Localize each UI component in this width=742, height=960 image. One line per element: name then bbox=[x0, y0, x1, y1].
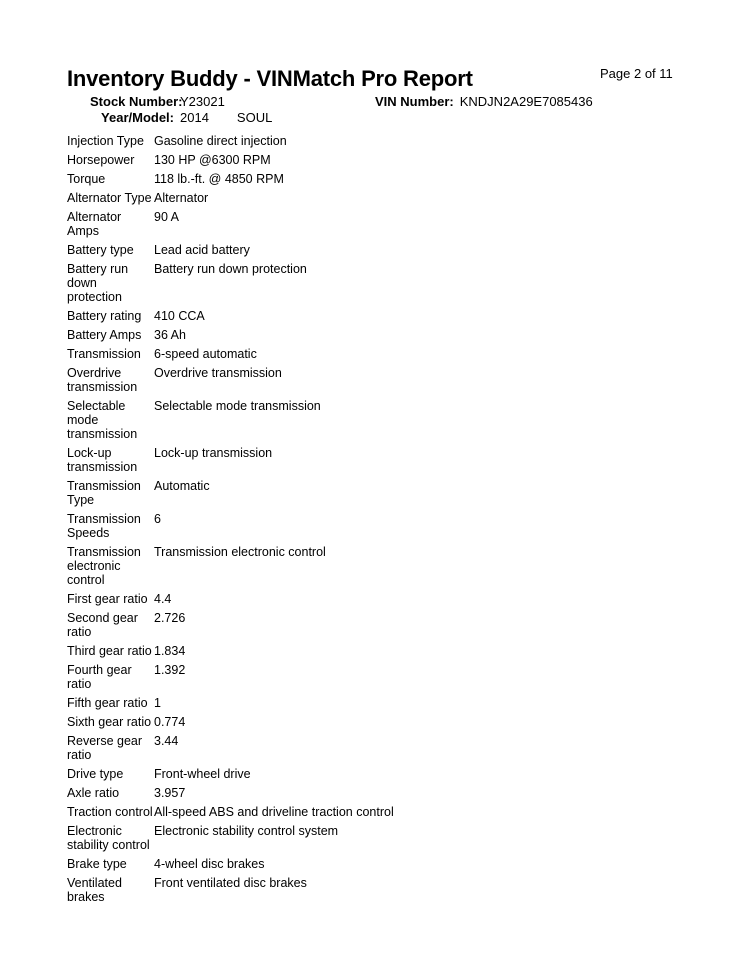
stock-number-row bbox=[90, 94, 225, 109]
vin-number-row bbox=[375, 94, 593, 109]
spec-value: 1.392 bbox=[154, 663, 186, 677]
spec-value: 130 HP @6300 RPM bbox=[154, 153, 271, 167]
spec-value: Lock-up transmission bbox=[154, 446, 273, 460]
spec-value: 4.4 bbox=[154, 592, 172, 606]
stock-number-value: Y23021 bbox=[180, 94, 225, 109]
spec-row bbox=[67, 444, 394, 477]
spec-label: Ventilated brakes bbox=[67, 876, 122, 904]
spec-value: Automatic bbox=[154, 479, 210, 493]
spec-row bbox=[67, 765, 394, 784]
spec-row bbox=[67, 713, 394, 732]
model-value: SOUL bbox=[236, 110, 273, 125]
spec-label: Traction control bbox=[67, 805, 153, 819]
spec-label: Selectable mode transmission bbox=[67, 399, 138, 441]
spec-row bbox=[67, 543, 394, 590]
spec-value: 410 CCA bbox=[154, 309, 205, 323]
spec-label: Battery Amps bbox=[67, 328, 142, 342]
spec-value: 0.774 bbox=[154, 715, 186, 729]
spec-value: Alternator bbox=[154, 191, 209, 205]
spec-row bbox=[67, 855, 394, 874]
spec-row bbox=[67, 874, 394, 907]
spec-row bbox=[67, 260, 394, 307]
spec-row bbox=[67, 609, 394, 642]
spec-row bbox=[67, 694, 394, 713]
spec-value: 6-speed automatic bbox=[154, 347, 257, 361]
spec-label: First gear ratio bbox=[67, 592, 148, 606]
spec-label: Third gear ratio bbox=[67, 644, 152, 658]
spec-value: Lead acid battery bbox=[154, 243, 250, 257]
spec-label: Transmission electronic control bbox=[67, 545, 141, 587]
spec-row bbox=[67, 364, 394, 397]
spec-value: Gasoline direct injection bbox=[154, 134, 287, 148]
spec-value: All-speed ABS and driveline traction control bbox=[154, 805, 394, 819]
vin-number-label: VIN Number: bbox=[375, 94, 454, 109]
spec-value: Overdrive transmission bbox=[154, 366, 282, 380]
spec-row bbox=[67, 784, 394, 803]
spec-row bbox=[67, 326, 394, 345]
year-model-row bbox=[90, 110, 272, 125]
spec-table-body bbox=[67, 132, 394, 907]
spec-value: Transmission electronic control bbox=[154, 545, 326, 559]
spec-row bbox=[67, 170, 394, 189]
spec-label: Transmission Type bbox=[67, 479, 141, 507]
spec-label: Brake type bbox=[67, 857, 127, 871]
spec-label: Alternator Type bbox=[67, 191, 152, 205]
spec-value: Selectable mode transmission bbox=[154, 399, 321, 413]
stock-number-label: Stock Number: bbox=[90, 94, 183, 109]
spec-label: Electronic stability control bbox=[67, 824, 150, 852]
spec-label: Torque bbox=[67, 172, 106, 186]
spec-row bbox=[67, 732, 394, 765]
spec-value: 2.726 bbox=[154, 611, 186, 625]
spec-row bbox=[67, 132, 394, 151]
spec-label: Battery run down protection bbox=[67, 262, 129, 304]
spec-row bbox=[67, 477, 394, 510]
spec-value: Front-wheel drive bbox=[154, 767, 251, 781]
spec-value: Front ventilated disc brakes bbox=[154, 876, 307, 890]
spec-label: Reverse gear ratio bbox=[67, 734, 143, 762]
year-value: 2014 bbox=[180, 110, 209, 125]
spec-value: 4-wheel disc brakes bbox=[154, 857, 265, 871]
spec-row bbox=[67, 151, 394, 170]
spec-label: Drive type bbox=[67, 767, 124, 781]
spec-row bbox=[67, 510, 394, 543]
spec-value: Electronic stability control system bbox=[154, 824, 339, 838]
year-model-label: Year/Model: bbox=[101, 110, 174, 125]
spec-value: 1.834 bbox=[154, 644, 186, 658]
spec-label: Second gear ratio bbox=[67, 611, 138, 639]
spec-value: 118 lb.-ft. @ 4850 RPM bbox=[154, 172, 284, 186]
spec-table bbox=[67, 132, 394, 907]
spec-label: Overdrive transmission bbox=[67, 366, 138, 394]
spec-label: Fifth gear ratio bbox=[67, 696, 148, 710]
spec-value: 6 bbox=[154, 512, 161, 526]
spec-row bbox=[67, 822, 394, 855]
vin-number-value: KNDJN2A29E7085436 bbox=[459, 94, 593, 109]
spec-value: 3.957 bbox=[154, 786, 186, 800]
spec-row bbox=[67, 397, 394, 444]
spec-label: Sixth gear ratio bbox=[67, 715, 152, 729]
spec-label: Battery rating bbox=[67, 309, 142, 323]
spec-row bbox=[67, 241, 394, 260]
spec-label: Transmission Speeds bbox=[67, 512, 141, 540]
spec-label: Alternator Amps bbox=[67, 210, 122, 238]
spec-label: Injection Type bbox=[67, 134, 144, 148]
spec-value: Battery run down protection bbox=[154, 262, 307, 276]
spec-value: 3.44 bbox=[154, 734, 179, 748]
spec-label: Fourth gear ratio bbox=[67, 663, 132, 691]
spec-value: 36 Ah bbox=[154, 328, 186, 342]
spec-row bbox=[67, 590, 394, 609]
spec-row bbox=[67, 661, 394, 694]
spec-label: Horsepower bbox=[67, 153, 135, 167]
page-number: Page 2 of 11 bbox=[600, 66, 673, 81]
spec-label: Battery type bbox=[67, 243, 134, 257]
spec-value: 1 bbox=[154, 696, 161, 710]
spec-row bbox=[67, 345, 394, 364]
spec-row bbox=[67, 208, 394, 241]
spec-row bbox=[67, 642, 394, 661]
spec-row bbox=[67, 307, 394, 326]
spec-label: Axle ratio bbox=[67, 786, 120, 800]
spec-label: Transmission bbox=[67, 347, 141, 361]
report-title: Inventory Buddy - VINMatch Pro Report bbox=[67, 66, 473, 91]
spec-value: 90 A bbox=[154, 210, 180, 224]
spec-row bbox=[67, 189, 394, 208]
spec-row bbox=[67, 803, 394, 822]
spec-label: Lock-up transmission bbox=[67, 446, 138, 474]
